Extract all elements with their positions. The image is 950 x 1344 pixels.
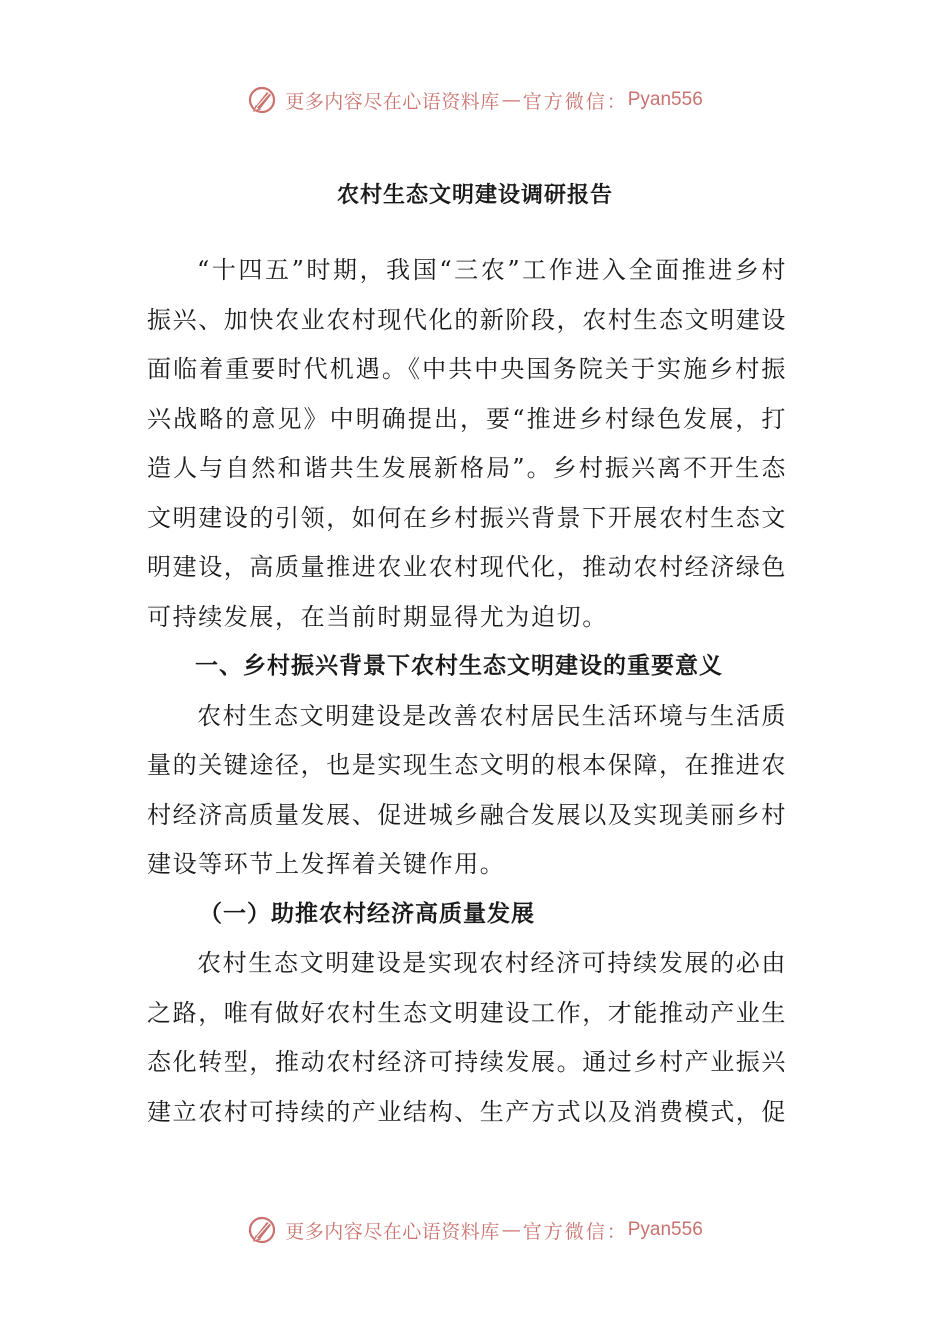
brand-text: 更多内容尽在心语资料库 — [285, 90, 500, 113]
banner-separator: — — [501, 1219, 521, 1241]
footer-watermark-banner — [0, 1210, 950, 1250]
pen-nib-logo-icon — [247, 1214, 279, 1246]
wechat-id: Pyan556 — [627, 89, 703, 110]
intro-paragraph: “十四五”时期，我国“三农”工作进入全面推进乡村振兴、加快农业农村现代化的新阶段，农村生态文明建设面临着重要时代机遇。《中共中央国务院关于实施乡村振兴战略的意见》中明确提出，要“推进乡村绿色发展，打造人与自然和谐共生发展新格局”。乡村振兴离不开生态文明建设的引领，如何在乡村振兴背景下开展农村生态文明建设，高质量推进农业农村现代化，推动农村经济绿色可持续发展，在当前时期显得尤为迫切。 — [147, 256, 787, 631]
section-1-paragraph: 农村生态文明建设是改善农村居民生活环境与生活质量的关键途径，也是实现生态文明的根本保障，在推进农村经济高质量发展、促进城乡融合发展以及实现美丽乡村建设等环节上发挥着关键作用。 — [147, 701, 787, 878]
header-watermark-banner — [0, 80, 950, 120]
wechat-id: Pyan556 — [627, 1219, 703, 1240]
official-label: 官方微信： — [522, 90, 628, 113]
document-title: 农村生态文明建设调研报告 — [336, 183, 613, 208]
banner-separator: — — [501, 89, 521, 111]
pen-nib-logo-icon — [247, 84, 279, 116]
document-body — [147, 246, 787, 1137]
subsection-1-heading: （一）助推农村经济高质量发展 — [199, 900, 535, 927]
subsection-1-paragraph: 农村生态文明建设是实现农村经济可持续发展的必由之路，唯有做好农村生态文明建设工作，才能推动产业生态化转型，推动农村经济可持续发展。通过乡村产业振兴建立农村可持续的产业结构、生产方式以及消费模式，促 — [147, 949, 787, 1126]
brand-text: 更多内容尽在心语资料库 — [285, 1220, 500, 1243]
official-label: 官方微信： — [522, 1220, 628, 1243]
section-1-heading: 一、乡村振兴背景下农村生态文明建设的重要意义 — [195, 653, 723, 679]
